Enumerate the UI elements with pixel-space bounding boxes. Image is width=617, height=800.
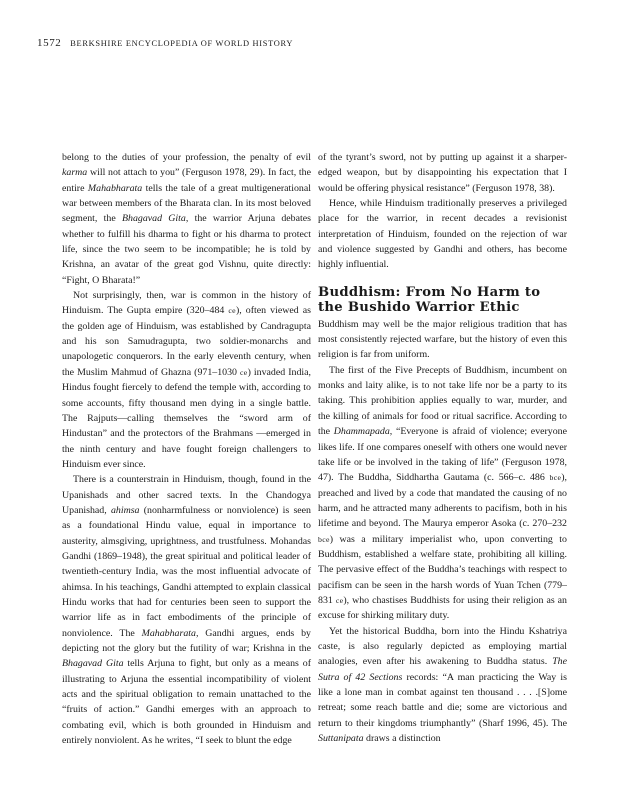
section-heading: Buddhism: From No Harm to the Bushido Warrior Ethic xyxy=(318,284,541,315)
paragraph: Hence, while Hinduism traditionally preserves a privileged place for the warrior, in recent decades a revisionist interpretation of Hinduism, founded on the rejection of war and violence suggested by Gandhi and others, has become highly influential. xyxy=(318,198,567,271)
paragraph: of the tyrant’s sword, not by putting up against it a sharper-edged weapon, but by disappointing his expectation that I would be offering physical resistance” (Ferguson 1978, 38). xyxy=(318,152,567,194)
paragraph: There is a counterstrain in Hinduism, though, found in the Upanishads and other sacred texts. In the Chandogya Upanishad, ahimsa (nonharmfulness or nonviolence) is seen as a foundational Hindu value, equal in importance to austerity, almsgiving, uprightness, and trustfulness. Mohandas Gandhi (1869–1948), the great spiritual and political leader of twentieth-century India, was the most influential advocate of ahimsa. In his teachings, Gandhi attempted to explain classical Hindu works that had for centuries been seen to support the warrior life as in fact embodiments of the principle of nonviolence. The Mahabharata, Gandhi argues, ends by depicting not the glory but the futility of war; Krishna in the Bhagavad Gita tells Arjuna to fight, but only as a means of illustrating to Arjuna the essential incompatibility of violent acts and the spiritual obligation to remain unattached to the “fruits of action.” Gandhi emerges with an approach to combating evil, which is both grounded in Hinduism and entirely nonviolent. As he writes, “I seek to blunt the edge xyxy=(62,474,311,747)
left-column xyxy=(62,150,311,748)
paragraph: belong to the duties of your profession, the penalty of evil karma will not attach to you” (Ferguson 1978, 29). In fact, the entire Mahabharata tells the tale of a great multigenerational war between members of the Bharata clan. In its most beloved segment, the Bhagavad Gita, the warrior Arjuna debates whether to fulfill his dharma to fight or his dharma to protect life, since the two seem to be incompatible; he is told by Krishna, an avatar of the great god Vishnu, quite directly: “Fight, O Bharata!” xyxy=(62,152,311,286)
right-column xyxy=(318,150,567,746)
paragraph: The first of the Five Precepts of Buddhism, incumbent on monks and laity alike, is to not take life nor be a party to its taking. This prohibition applies equally to war, murder, and the killing of animals for food or ritual sacrifice. According to the Dhammapada, “Everyone is afraid of violence; everyone likes life. If one compares oneself with others one would never take life or be involved in the taking of life” (Ferguson 1978, 47). The Buddha, Siddhartha Gautama (c. 566–c. 486 bce), preached and lived by a code that mandated the causing of no harm, and he attracted many adherents to pacifism, both in his lifetime and beyond. The Maurya emperor Asoka (c. 270–232 bce) was a military imperialist who, upon converting to Buddhism, established a welfare state, prohibiting all killing. The pervasive effect of the Buddha’s teachings with respect to pacifism can be seen in the harsh words of Yuan Tchen (779–831 ce), who chastises Buddhists for using their religion as an excuse for shirking military duty. xyxy=(318,364,567,622)
paragraph: Yet the historical Buddha, born into the Hindu Kshatriya caste, is also regularly depicted as employing martial analogies, even after his awakening to Buddha status. The Sutra of 42 Sections records: “A man practicing the Way is like a lone man in combat against ten thousand . . . .[S]ome retreat; some reach battle and die; some are victorious and return to their kingdoms triumphantly” (Sharf 1996, 45). The Suttanipata draws a distinction xyxy=(318,625,567,745)
page-number: 1572 xyxy=(37,37,62,49)
paragraph: Buddhism may well be the major religious tradition that has most consistently rejected warfare, but the history of even this religion is far from uniform. xyxy=(318,318,567,361)
paragraph: Not surprisingly, then, war is common in the history of Hinduism. The Gupta empire (320–484 ce), often viewed as the golden age of Hinduism, was established by Candragupta and his son Samudragupta, two soldier-monarchs and unapologetic conquerors. In the early eleventh century, when the Muslim Mahmud of Ghazna (971–1030 ce) invaded India, Hindus fought fiercely to defend the temple with, according to some accounts, fifty thousand men dying in a single battle. The Rajputs—calling themselves the “sword arm of Hindustan” and the protectors of the Brahmans —emerged in the ninth century and have fought foreign challengers to Hinduism ever since. xyxy=(62,290,312,470)
publication-title: BERKSHIRE ENCYCLOPEDIA OF WORLD HISTORY xyxy=(70,39,294,48)
running-head xyxy=(37,36,293,50)
